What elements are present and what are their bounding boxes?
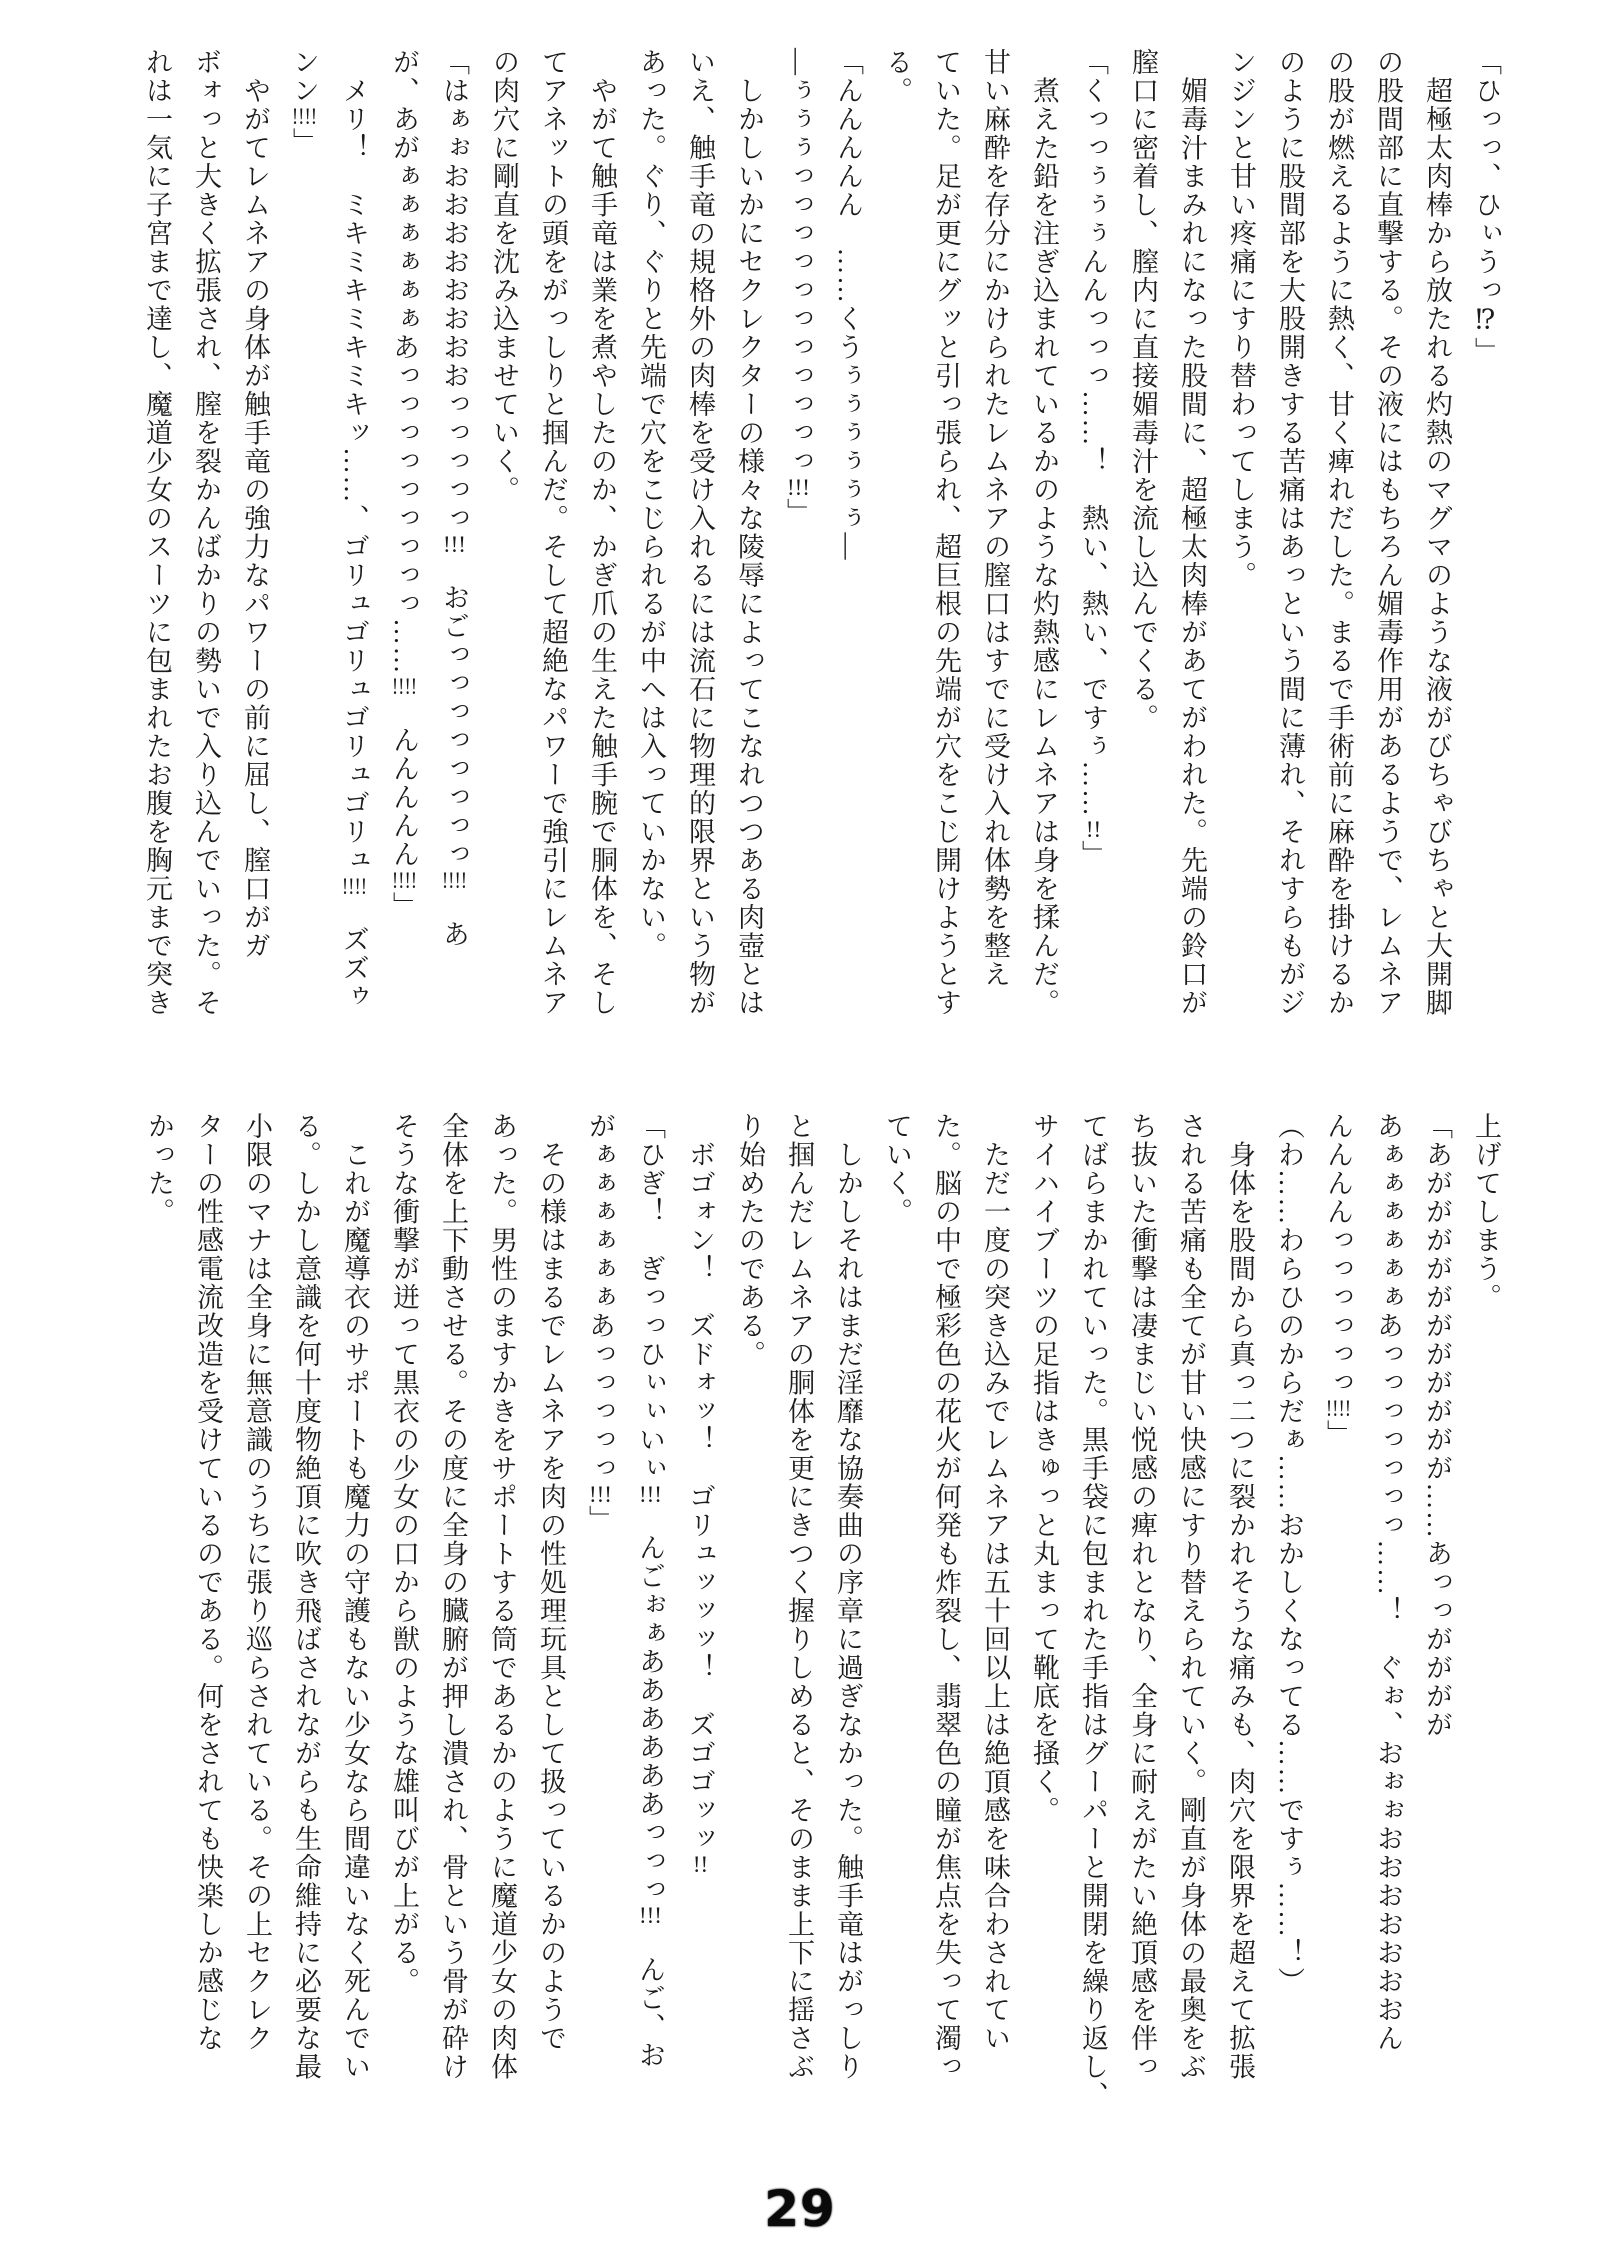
text-column: ただ一度の突き込みでレムネアは五十回以上は絶頂感を味合わされてい — [980, 1112, 1010, 2053]
text-column: と掴んだレムネアの胴体を更にきつく握りしめると、そのまま上下に揺さぶ — [784, 1112, 814, 2081]
text-column: しかしそれはまだ淫靡な協奏曲の序章に過ぎなかった。触手竜はがっしり — [833, 1112, 863, 2081]
text-column: 上げてしまう。 — [1471, 1112, 1501, 1312]
text-column: り始めたのである。 — [735, 1112, 765, 1369]
text-column: が、あがぁぁぁぁぁぁあっっっっっっっっっ……!!!! んんんんん!!!!」 — [389, 48, 419, 921]
text-column: ボゴォン！ ズドォッ！ ゴリュッッッ！ ズゴゴッッ!! — [685, 1112, 715, 1876]
text-column: 「くっっぅぅぅんんっっっ……！ 熱い、熱い、ですぅ……!!」 — [1078, 48, 1108, 869]
text-block-bottom — [134, 1112, 1510, 2140]
text-column: あぁぁぁぁぁぁあっっっっっっっ……！ ぐぉ、おぉぉおおおおおおおん — [1373, 1112, 1403, 2053]
text-column: 「あががががががががががが……あっっがががが — [1422, 1112, 1452, 1739]
text-column: 甘い麻酔を存分にかけられたレムネアの膣口はすでに受け入れ体勢を整え — [980, 48, 1010, 989]
text-column: 「はぁぉおおおおおおおおっっっっっ!!! おごっっっっっっっっ!!!! あ — [439, 48, 469, 949]
text-column: 身体を股間から真っ二つに裂かれそうな痛みも、肉穴を限界を超えて拡張 — [1225, 1112, 1255, 2081]
exclamation-run: !!! — [443, 532, 466, 556]
text-column: いえ、触手竜の規格外の肉棒を受け入れるには流石に物理的限界という物が — [685, 48, 715, 1017]
exclamation-run: !!! — [639, 1904, 662, 1928]
text-column: ていた。足が更にグッと引っ張られ、超巨根の先端が穴をこじ開けようとす — [931, 48, 961, 1017]
text-column: 「んんんんん ……くうぅぅぅぅぅぅ― — [833, 48, 863, 561]
text-column: がぁぁぁぁぁぁあっっっっっ!!!」 — [585, 1112, 615, 1534]
exclamation-run: !!!! — [391, 868, 418, 892]
text-column: ターの性感電流改造を受けているのである。何をされても快楽しか感じな — [193, 1112, 223, 2053]
text-column: 煮えた鉛を注ぎ込まれているかのような灼熱感にレムネアは身を揉んだ。 — [1029, 48, 1059, 1017]
text-column: 膣口に密着し、膣内に直接媚毒汁を流し込んでくる。 — [1128, 48, 1158, 732]
text-column: ンジンと甘い疼痛にすり替わってしまう。 — [1226, 48, 1256, 590]
text-column: る。しかし意識を何十度物絶頂に吹き飛ばされながらも生命維持に必要な最 — [291, 1112, 321, 2081]
exclamation-run: !!!! — [441, 868, 468, 892]
text-column: 全体を上下動させる。その度に全身の臓腑が押し潰され、骨という骨が砕け — [438, 1112, 468, 2081]
text-column: れは一気に子宮まで達し、魔道少女のスーツに包まれたお腹を胸元まで突き — [142, 48, 172, 1017]
text-column: 媚毒汁まみれになった股間に、超極太肉棒があてがわれた。先端の鈴口が — [1177, 48, 1207, 1017]
text-column: のように股間部を大股開きする苦痛はあっという間に薄れ、それすらもがジ — [1275, 48, 1305, 1017]
text-column: サイハイブーツの足指はきゅっと丸まって靴底を掻く。 — [1029, 1112, 1059, 1825]
exclamation-run: !!!! — [1325, 1397, 1352, 1420]
text-column: メリ！ ミキミキミキミキッ……、ゴリュゴリュゴリュゴリュ!!!! ズズゥ — [339, 48, 369, 1012]
page-number: 29 — [764, 2180, 836, 2238]
text-column: やがて触手竜は業を煮やしたのか、かぎ爪の生えた触手腕で胴体を、そし — [587, 48, 617, 1017]
text-column: ボォっと大きく拡張され、膣を裂かんばかりの勢いで入り込んでいった。そ — [191, 48, 221, 1017]
exclamation-run: !!! — [787, 475, 810, 499]
exclamation-run: !!!! — [391, 675, 418, 698]
text-column: てばらまかれていった。黒手袋に包まれた手指はグーパーと開閉を繰り返し、 — [1078, 1112, 1108, 2110]
exclamation-run: !! — [1085, 817, 1102, 841]
text-column: 小限のマナは全身に無意識のうちに張り巡らされている。その上セクレク — [242, 1112, 272, 2053]
text-block-top — [132, 48, 1510, 1033]
text-column: んんんんっっっっっっ!!!!」 — [1323, 1112, 1353, 1449]
text-column: ―ぅぅぅっっっっっっっっっっっ!!!」 — [783, 48, 813, 527]
text-column: の股間部に直撃する。その液にはもちろん媚毒作用があるようで、レムネア — [1373, 48, 1403, 1017]
text-column: これが魔導衣のサポートも魔力の守護もない少女なら間違いなく死んでい — [340, 1112, 370, 2081]
text-column: ンン!!!!」 — [289, 48, 319, 157]
exclamation-run: !! — [692, 1853, 709, 1876]
text-column: あった。男性のますかきをサポートする筒であるかのように魔道少女の肉体 — [487, 1112, 517, 2081]
text-column: そうな衝撃が迸って黒衣の少女の口から獣のような雄叫びが上がる。 — [389, 1112, 419, 1996]
text-column: てアネットの頭をがっしりと掴んだ。そして超絶なパワーで強引にレムネア — [538, 48, 568, 1017]
text-column: 超極太肉棒から放たれる灼熱のマグマのような液がびちゃびちゃと大開脚 — [1422, 48, 1452, 1017]
text-column: される苦痛も全てが甘い快感にすり替えられていく。剛直が身体の最奥をぶ — [1176, 1112, 1206, 2081]
text-column: る。 — [882, 48, 912, 105]
text-column: やがてレムネアの身体が触手竜の強力なパワーの前に屈し、膣口がガ — [240, 48, 270, 960]
text-column: （わ……わらひのからだぁ……おかしくなってる……ですぅ……！） — [1274, 1112, 1304, 1996]
text-column: の肉穴に剛直を沈み込ませていく。 — [489, 48, 519, 504]
text-column: あった。ぐり、ぐりと先端で穴をこじられるが中へは入っていかない。 — [636, 48, 666, 960]
text-column: の股が燃えるように熱く、甘く痺れだした。まるで手術前に麻酔を掛けるか — [1324, 48, 1354, 1017]
text-column: しかしいかにセクレクターの様々な陵辱によってこなれつつある肉壺とは — [734, 48, 764, 1017]
exclamation-run: !!! — [639, 1482, 662, 1506]
text-column: 「ひぎ！ ぎっっひぃぃいぃ!!! んごぉぁああああああっっっ!!! んご、お — [635, 1112, 665, 2070]
text-column: ていく。 — [882, 1112, 912, 1226]
text-column: その様はまるでレムネアを肉の性処理玩具として扱っているかのようで — [536, 1112, 566, 2053]
exclamation-run: !!!! — [291, 105, 318, 128]
exclamation-run: !!!! — [341, 874, 368, 898]
text-column: ち抜いた衝撃は凄まじい悦感の痺れとなり、全身に耐えがたい絶頂感を伴っ — [1127, 1112, 1157, 2081]
text-column: 「ひっっ、ひぃうっ⁉」 — [1471, 48, 1501, 366]
exclamation-run: !!! — [589, 1482, 612, 1506]
text-column: た。脳の中で極彩色の花火が何発も炸裂し、翡翠色の瞳が焦点を失って濁っ — [931, 1112, 961, 2081]
text-column: かった。 — [144, 1112, 174, 1226]
